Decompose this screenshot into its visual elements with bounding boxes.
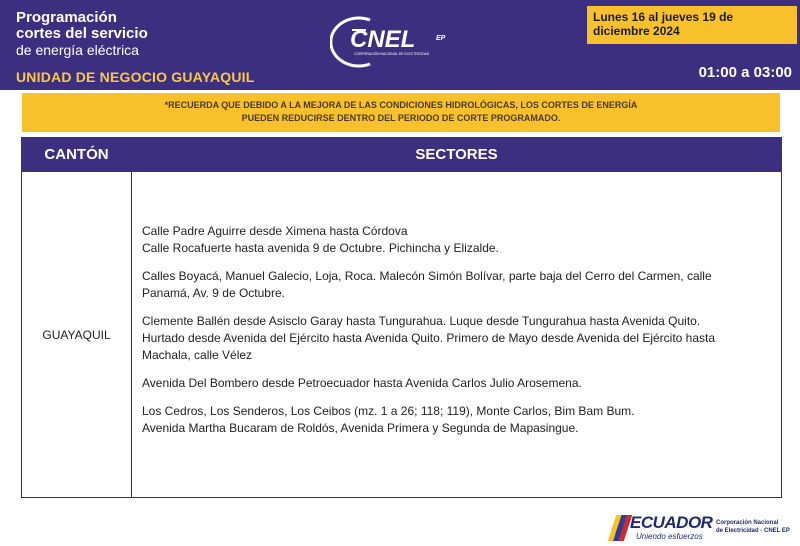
date-range-badge: Lunes 16 al jueves 19 de diciembre 2024 [587, 6, 797, 44]
page-title [16, 10, 148, 58]
notice-banner [22, 93, 780, 132]
table-row [22, 172, 782, 498]
title-line-3: de energía eléctrica [16, 42, 139, 58]
logo-suffix: EP [436, 35, 446, 42]
sector-line: Machala, calle Vélez [142, 348, 253, 362]
sectors-cell [132, 172, 782, 498]
sector-line: Avenida Martha Bucaram de Roldós, Avenida Primera y Segunda de Mapasingue. [142, 421, 579, 435]
canton-cell: GUAYAQUIL [22, 172, 132, 498]
outage-table [21, 137, 782, 498]
table-header-row [22, 138, 782, 172]
column-header-sectors: SECTORES [132, 138, 782, 172]
sector-paragraph [142, 223, 771, 257]
sector-line: Calle Padre Aguirre desde Ximena hasta Córdova [142, 224, 408, 238]
notice-line-2: PUEDEN REDUCIRSE DENTRO DEL PERIODO DE CORTE PROGRAMADO. [241, 113, 561, 123]
header-banner [0, 0, 800, 90]
logo-text: CNEL [350, 26, 416, 53]
cnel-logo-icon [330, 14, 470, 70]
sector-paragraph [142, 375, 771, 392]
time-range: 01:00 a 03:00 [698, 64, 792, 81]
notice-line-1: *RECUERDA QUE DEBIDO A LA MEJORA DE LAS CONDICIONES HIDROLÓGICAS, LOS CORTES DE ENERGÍA [164, 100, 638, 110]
ecuador-wordmark: ECUADOR [630, 513, 713, 532]
business-unit-label: UNIDAD DE NEGOCIO GUAYAQUIL [16, 69, 255, 85]
sector-line: Clemente Ballén desde Asisclo Garay hasta Tungurahua. Luque desde Tungurahua hasta Avenida Quito. [142, 314, 701, 328]
sector-line: Calle Rocafuerte hasta avenida 9 de Octubre. Pichincha y Elizalde. [142, 241, 499, 255]
title-line-1: Programación [16, 9, 117, 26]
sector-line: Avenida Del Bombero desde Petroecuador hasta Avenida Carlos Julio Arosemena. [142, 376, 582, 390]
corporation-line-2: de Electricidad - CNEL EP [716, 528, 790, 534]
corporation-name [716, 519, 790, 535]
sector-paragraph [142, 268, 771, 302]
ecuador-flag-icon [608, 515, 632, 541]
title-line-2: cortes del servicio [16, 25, 148, 42]
ecuador-slogan: Uniendo esfuerzos [636, 532, 703, 541]
column-header-canton: CANTÓN [22, 138, 132, 172]
corporation-line-1: Corporación Nacional [716, 520, 779, 526]
footer-logo [612, 513, 797, 543]
sector-line: Los Cedros, Los Senderos, Los Ceibos (mz. 1 a 26; 118; 119), Monte Carlos, Bim Bam Bum. [142, 404, 635, 418]
logo-subtitle: CORPORACIÓN NACIONAL DE ELECTRICIDAD [354, 52, 430, 56]
sector-line: Hurtado desde Avenida del Ejército hasta Avenida Quito. Primero de Mayo desde Avenida del Ejército hasta [142, 331, 716, 345]
sector-line: Panamá, Av. 9 de Octubre. [142, 286, 285, 300]
sector-line: Calles Boyacá, Manuel Galecio, Loja, Roca. Malecón Simón Bolívar, parte baja del Cerro del Carmen, calle [142, 269, 712, 283]
sector-paragraph [142, 313, 771, 364]
sector-paragraph [142, 403, 771, 437]
